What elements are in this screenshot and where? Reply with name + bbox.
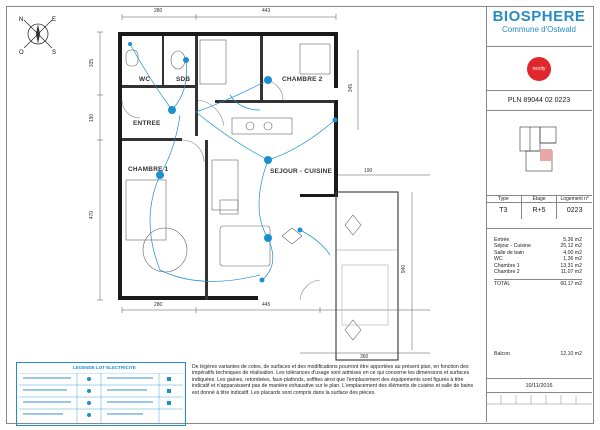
etage-value: R+5 [522, 203, 558, 219]
room-label-chambre1: CHAMBRE 1 [128, 166, 169, 173]
plan-reference: PLN 89044 02 0223 [507, 97, 571, 104]
dimension-label: 190 [89, 113, 96, 123]
logo-cell [486, 46, 592, 91]
legend-title: LEGENDE LOT ELECTRICITE [73, 365, 136, 370]
logement-value: 0223 [566, 207, 583, 214]
etage-header: Etage [522, 196, 558, 203]
plan-ref-cell [486, 90, 592, 111]
revision-cell [486, 392, 592, 423]
list-item: WC 1,36 m2 [494, 256, 582, 263]
dimension-label: 280 [154, 302, 163, 308]
room-label-entree: ENTREE [133, 120, 161, 127]
surfaces-cell [486, 228, 592, 369]
svg-text:E: E [52, 17, 57, 23]
surfaces-list [494, 237, 582, 288]
list-item: Séjour - Cuisine 25,12 m2 [494, 243, 582, 250]
room-label-sdb: SDB [176, 76, 191, 83]
brand-subtitle: Commune d'Ostwald [502, 25, 576, 34]
brand-title: BIOSPHERE [492, 8, 586, 25]
list-item: Entrée 5,36 m2 [494, 237, 582, 243]
type-value: T3 [486, 203, 522, 219]
type-table [486, 195, 592, 222]
plan-date: 10/11/2016 [525, 383, 553, 389]
svg-text:O: O [19, 50, 24, 56]
total-row: TOTAL 60,17 m2 [494, 281, 582, 288]
type-header: Type [486, 196, 522, 203]
date-cell [486, 378, 592, 393]
revision-grid [486, 395, 592, 405]
dimension-label: 470 [89, 210, 96, 220]
room-label-chambre2: CHAMBRE 2 [282, 76, 323, 83]
dimension-label: 940 [401, 264, 408, 274]
key-plan-cell [486, 110, 592, 191]
logement-header: Logement n° [557, 196, 592, 203]
dimension-label: 190 [364, 168, 373, 174]
dimension-label: 360 [360, 354, 369, 360]
legend-symbols [19, 373, 183, 423]
electrical-legend [16, 362, 186, 426]
room-label-wc: WC [139, 76, 151, 83]
nexity-logo: nexity [527, 57, 551, 81]
dimension-label: 445 [262, 302, 271, 308]
disclaimer-notes: De légères variantes de cotes, de surfaces et des modifications pourront être apportées au présent plan, en fonction des impératifs techniques de réalisation. Les tolérances d'usage sont admises en ce qui concerne les dimensions et surfaces indiquées. Les gaines, retombées, faux-plafonds, soffites ainsi que l'emplacement des équipements sont figurés à titre indicatif et n'apparaissent pas de manière exhaustive sur le plan. L'emplacement des éléments de cuisine et salle de bains est donné à titre indicatif. Les placards sont compris dans la surface des pièces. [192, 364, 474, 396]
room-label-sejour: SEJOUR - CUISINE [270, 168, 333, 175]
dimension-label: 335 [89, 58, 96, 68]
brand-block [486, 8, 592, 34]
list-item: Chambre 1 13,31 m2 [494, 262, 582, 269]
list-item: Salle de bain 4,00 m2 [494, 249, 582, 256]
dimension-label: 280 [154, 8, 163, 14]
dimension-label: 443 [262, 8, 271, 14]
svg-text:N: N [19, 17, 24, 23]
list-item: Chambre 2 11,07 m2 [494, 269, 582, 276]
balcon-row: Balcon 12,10 m2 [494, 351, 582, 357]
key-plan-map [516, 121, 564, 181]
dimension-label: 345 [348, 83, 355, 93]
svg-text:S: S [52, 50, 57, 56]
